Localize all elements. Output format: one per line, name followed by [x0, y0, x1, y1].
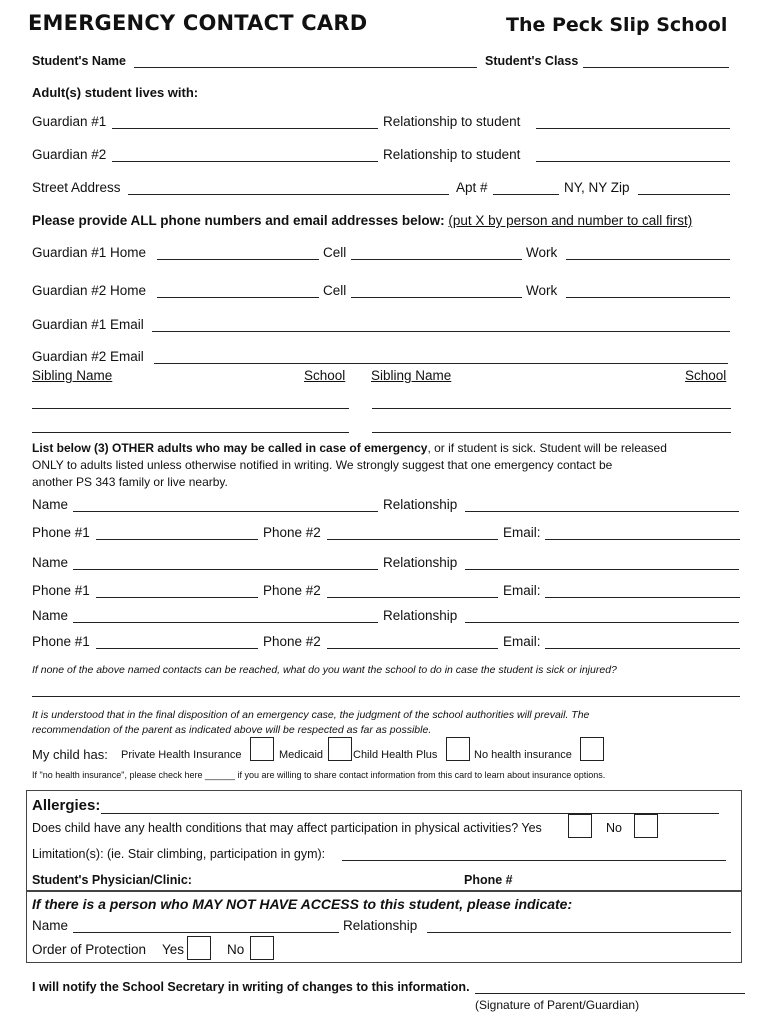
medicaid-checkbox[interactable]: [328, 737, 352, 761]
g2-work-label: Work: [526, 283, 558, 298]
contact3-phone1-label: Phone #1: [32, 634, 90, 649]
g2-work-field[interactable]: [566, 297, 730, 298]
contact2-email-label: Email:: [503, 583, 541, 598]
insurance-option-private: Private Health Insurance: [121, 749, 242, 761]
contact3-relationship-label: Relationship: [383, 608, 458, 623]
contact2-phone1-label: Phone #1: [32, 583, 90, 598]
g2-cell-label: Cell: [323, 283, 347, 298]
guardian1-label: Guardian #1: [32, 114, 107, 129]
contact1-phone1-field[interactable]: [96, 539, 258, 540]
zip-field[interactable]: [638, 194, 730, 195]
street-address-label: Street Address: [32, 180, 121, 195]
g2-home-label: Guardian #2 Home: [32, 283, 147, 298]
contact3-name-label: Name: [32, 608, 69, 623]
none-reached-question: If none of the above named contacts can be reached, what do you want the school to do in case the student is sick or injured?: [32, 664, 617, 676]
contact3-relationship-field[interactable]: [465, 622, 739, 623]
child-health-plus-checkbox[interactable]: [446, 737, 470, 761]
g2-email-label: Guardian #2 Email: [32, 349, 144, 364]
no-access-relationship-label: Relationship: [343, 918, 418, 933]
insurance-label: My child has:: [32, 747, 108, 762]
insurance-option-medicaid: Medicaid: [279, 749, 324, 761]
no-access-heading: If there is a person who MAY NOT HAVE ACCESS to this student, please indicate:: [32, 896, 573, 912]
private-insurance-checkbox[interactable]: [250, 737, 274, 761]
contact3-phone2-label: Phone #2: [263, 634, 321, 649]
guardian1-relationship-label: Relationship to student: [383, 114, 521, 129]
contact1-phone2-field[interactable]: [327, 539, 498, 540]
other-adults-line2: ONLY to adults listed unless otherwise notified in writing. We strongly suggest that one emergency contact be: [32, 458, 613, 472]
guardian2-name-field[interactable]: [112, 161, 378, 162]
g2-email-field[interactable]: [154, 363, 728, 364]
contact1-name-field[interactable]: [73, 511, 378, 512]
no-access-relationship-field[interactable]: [427, 932, 731, 933]
sibling-name-heading-2: Sibling Name: [371, 368, 452, 383]
student-class-label: Student's Class: [485, 54, 579, 68]
disposition-line1: It is understood that in the final disposition of an emergency case, the judgment of the school authorities will prevail. The: [32, 709, 590, 721]
limitations-field[interactable]: [342, 860, 726, 861]
apt-field[interactable]: [493, 194, 559, 195]
notify-statement: I will notify the School Secretary in writing of changes to this information.: [32, 980, 470, 994]
contact1-relationship-field[interactable]: [465, 511, 739, 512]
g2-home-field[interactable]: [157, 297, 319, 298]
guardian1-relationship-field[interactable]: [536, 128, 730, 129]
health-conditions-yes-checkbox[interactable]: [568, 814, 592, 838]
contact2-relationship-field[interactable]: [465, 569, 739, 570]
contact3-email-label: Email:: [503, 634, 541, 649]
insurance-note: If "no health insurance", please check here ______ if you are willing to share contact information from this card to learn about insurance options.: [32, 770, 606, 780]
phones-heading: [32, 213, 692, 228]
order-yes-label: Yes: [162, 942, 185, 957]
order-yes-checkbox[interactable]: [187, 936, 211, 960]
health-conditions-no-checkbox[interactable]: [634, 814, 658, 838]
allergies-field[interactable]: [101, 813, 719, 814]
disposition-line2: recommendation of the parent as indicated above will be respected as far as possible.: [32, 724, 432, 736]
contact3-name-field[interactable]: [73, 622, 378, 623]
no-access-name-label: Name: [32, 918, 69, 933]
contact1-phone1-label: Phone #1: [32, 525, 90, 540]
sibling-school-heading-1: School: [304, 368, 346, 383]
other-adults-line3: another PS 343 family or live nearby.: [32, 475, 228, 489]
other-adults-bold: List below (3) OTHER adults who may be called in case of emergency: [32, 441, 428, 455]
g1-email-label: Guardian #1 Email: [32, 317, 144, 332]
contact3-phone1-field[interactable]: [96, 648, 258, 649]
school-name: The Peck Slip School: [506, 14, 728, 36]
guardian2-label: Guardian #2: [32, 147, 107, 162]
sibling2-field[interactable]: [372, 408, 731, 409]
health-conditions-question: Does child have any health conditions that may affect participation in physical activities? Yes: [32, 821, 542, 835]
g1-cell-label: Cell: [323, 245, 347, 260]
g1-work-label: Work: [526, 245, 558, 260]
phones-heading-note: (put X by person and number to call first): [448, 213, 693, 228]
g1-email-field[interactable]: [152, 331, 730, 332]
lives-with-heading: Adult(s) student lives with:: [32, 85, 199, 100]
insurance-option-none: No health insurance: [474, 749, 572, 761]
contact2-email-field[interactable]: [545, 597, 740, 598]
student-name-field[interactable]: [134, 67, 477, 68]
physician-label: Student's Physician/Clinic:: [32, 873, 192, 887]
no-access-name-field[interactable]: [73, 932, 339, 933]
contact3-phone2-field[interactable]: [327, 648, 498, 649]
contact2-phone1-field[interactable]: [96, 597, 258, 598]
contact2-relationship-label: Relationship: [383, 555, 458, 570]
contact1-email-label: Email:: [503, 525, 541, 540]
g2-cell-field[interactable]: [351, 297, 522, 298]
guardian1-name-field[interactable]: [112, 128, 378, 129]
contact1-relationship-label: Relationship: [383, 497, 458, 512]
sibling3-field[interactable]: [32, 432, 349, 433]
allergies-label: Allergies:: [32, 797, 101, 814]
signature-caption: (Signature of Parent/Guardian): [475, 998, 640, 1012]
contact2-phone2-label: Phone #2: [263, 583, 321, 598]
order-no-checkbox[interactable]: [250, 936, 274, 960]
contact1-name-label: Name: [32, 497, 69, 512]
contact2-phone2-field[interactable]: [327, 597, 498, 598]
sibling-name-heading-1: Sibling Name: [32, 368, 113, 383]
phones-heading-bold: Please provide ALL phone numbers and email addresses below:: [32, 213, 445, 228]
limitations-label: Limitation(s): (ie. Stair climbing, participation in gym):: [32, 847, 326, 861]
sibling4-field[interactable]: [372, 432, 731, 433]
sibling1-field[interactable]: [32, 408, 349, 409]
g1-home-label: Guardian #1 Home: [32, 245, 147, 260]
g1-home-field[interactable]: [157, 259, 319, 260]
order-of-protection-label: Order of Protection: [32, 942, 147, 957]
signature-field[interactable]: [475, 993, 745, 994]
none-reached-answer-field[interactable]: [32, 696, 740, 697]
form-title: EMERGENCY CONTACT CARD: [28, 11, 368, 35]
apt-label: Apt #: [456, 180, 488, 195]
insurance-option-chp: Child Health Plus: [353, 749, 438, 761]
no-insurance-checkbox[interactable]: [580, 737, 604, 761]
other-adults-rest: , or if student is sick. Student will be released: [427, 441, 667, 455]
contact3-email-field[interactable]: [545, 648, 740, 649]
student-class-field[interactable]: [583, 67, 729, 68]
sibling-school-heading-2: School: [685, 368, 727, 383]
g1-cell-field[interactable]: [351, 259, 522, 260]
contact2-name-field[interactable]: [73, 569, 378, 570]
contact2-name-label: Name: [32, 555, 69, 570]
physician-phone-label: Phone #: [464, 873, 513, 887]
contact1-email-field[interactable]: [545, 539, 740, 540]
street-address-field[interactable]: [128, 194, 449, 195]
g1-work-field[interactable]: [566, 259, 730, 260]
contact1-phone2-label: Phone #2: [263, 525, 321, 540]
guardian2-relationship-field[interactable]: [536, 161, 730, 162]
guardian2-relationship-label: Relationship to student: [383, 147, 521, 162]
health-conditions-no-label: No: [606, 821, 622, 835]
order-no-label: No: [227, 942, 245, 957]
other-adults-line1: [32, 441, 667, 455]
student-name-label: Student's Name: [32, 54, 126, 68]
city-zip-label: NY, NY Zip: [564, 180, 630, 195]
